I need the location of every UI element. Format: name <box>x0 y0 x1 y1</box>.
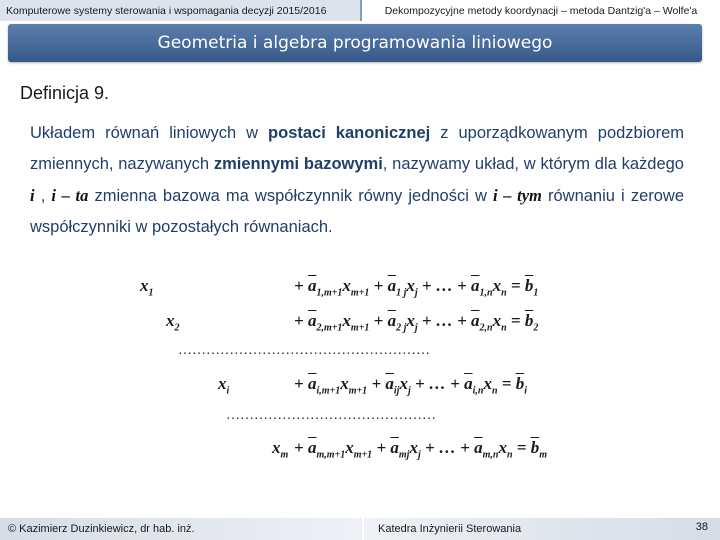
equation-row-2-rhs: + $\overline{a}_{2,m+1}x_{m+1} + \overline{a}_{2 j}x_j$ + … + $\overline{a}_{2,n}x_n = \overline{b}_2$ <box>294 311 539 334</box>
footer-author: © Kazimierz Duzinkiewicz, dr hab. inż. <box>0 518 362 540</box>
definition-title: Definicja 9. <box>20 83 110 103</box>
equation-row-2: $x_2$ <box>166 311 180 334</box>
def-text-5: równaniu i zerowe współczynniki w pozostałych równaniach. <box>30 187 685 236</box>
page-number: 38 <box>695 521 708 533</box>
equation-row-m: $x_m$ <box>272 438 289 461</box>
header-topic: Dekompozycyjne metody koordynacji – metoda Dantzig'a – Wolfe'a <box>362 0 720 21</box>
equation-row-1-rhs: + $\overline{a}_{1,m+1}x_{m+1} + \overline{a}_{1 j}x_j$ + … + $\overline{a}_{1,n}x_n = \overline{b}_1$ <box>294 276 539 299</box>
def-text-4: zmienna bazowa ma współczynnik równy jedności w <box>88 187 494 205</box>
header-course-title: Komputerowe systemy sterowania i wspomagania decyzji 2015/2016 <box>0 0 360 21</box>
def-bold-basic-vars: zmiennymi bazowymi <box>213 155 383 173</box>
equation-row-m-rhs: + $\overline{a}_{m,m+1}x_{m+1} + \overline{a}_{mj}x_j$ + … + $\overline{a}_{m,n}x_n = \overline{b}_m$ <box>294 438 547 461</box>
def-math-i-tym: i – tym <box>493 186 542 205</box>
slide-title: Geometria i algebra programowania liniowego <box>8 24 702 62</box>
def-bold-canonical: postaci kanonicznej <box>268 124 431 142</box>
def-math-i: i <box>30 186 35 205</box>
equation-row-i-rhs: + $\overline{a}_{i,m+1}x_{m+1} + \overline{a}_{ij}x_j$ + … + $\overline{a}_{i,n}x_n = \overline{b}_i$ <box>294 374 527 397</box>
def-sep: , <box>34 187 52 205</box>
footer-department <box>364 518 720 540</box>
equation-ellipsis-row-2: ……………………………………… <box>226 408 436 423</box>
def-math-i-th: i – ta <box>51 186 89 205</box>
equation-ellipsis-row-1: ……………………………………………… <box>178 343 430 358</box>
equation-row-1: $x_1$ <box>140 276 154 299</box>
equation-row-i: $x_i$ <box>218 374 230 397</box>
definition-text <box>30 118 684 243</box>
def-text-1: Układem równań liniowych w <box>30 124 269 142</box>
footer-department-label: Katedra Inżynierii Sterowania <box>378 523 522 535</box>
def-text-2: z uporządkowanym podzbiorem zmiennych, nazywanych <box>30 124 684 173</box>
def-text-3: , nazywamy układ, w którym dla każdego <box>382 155 684 173</box>
